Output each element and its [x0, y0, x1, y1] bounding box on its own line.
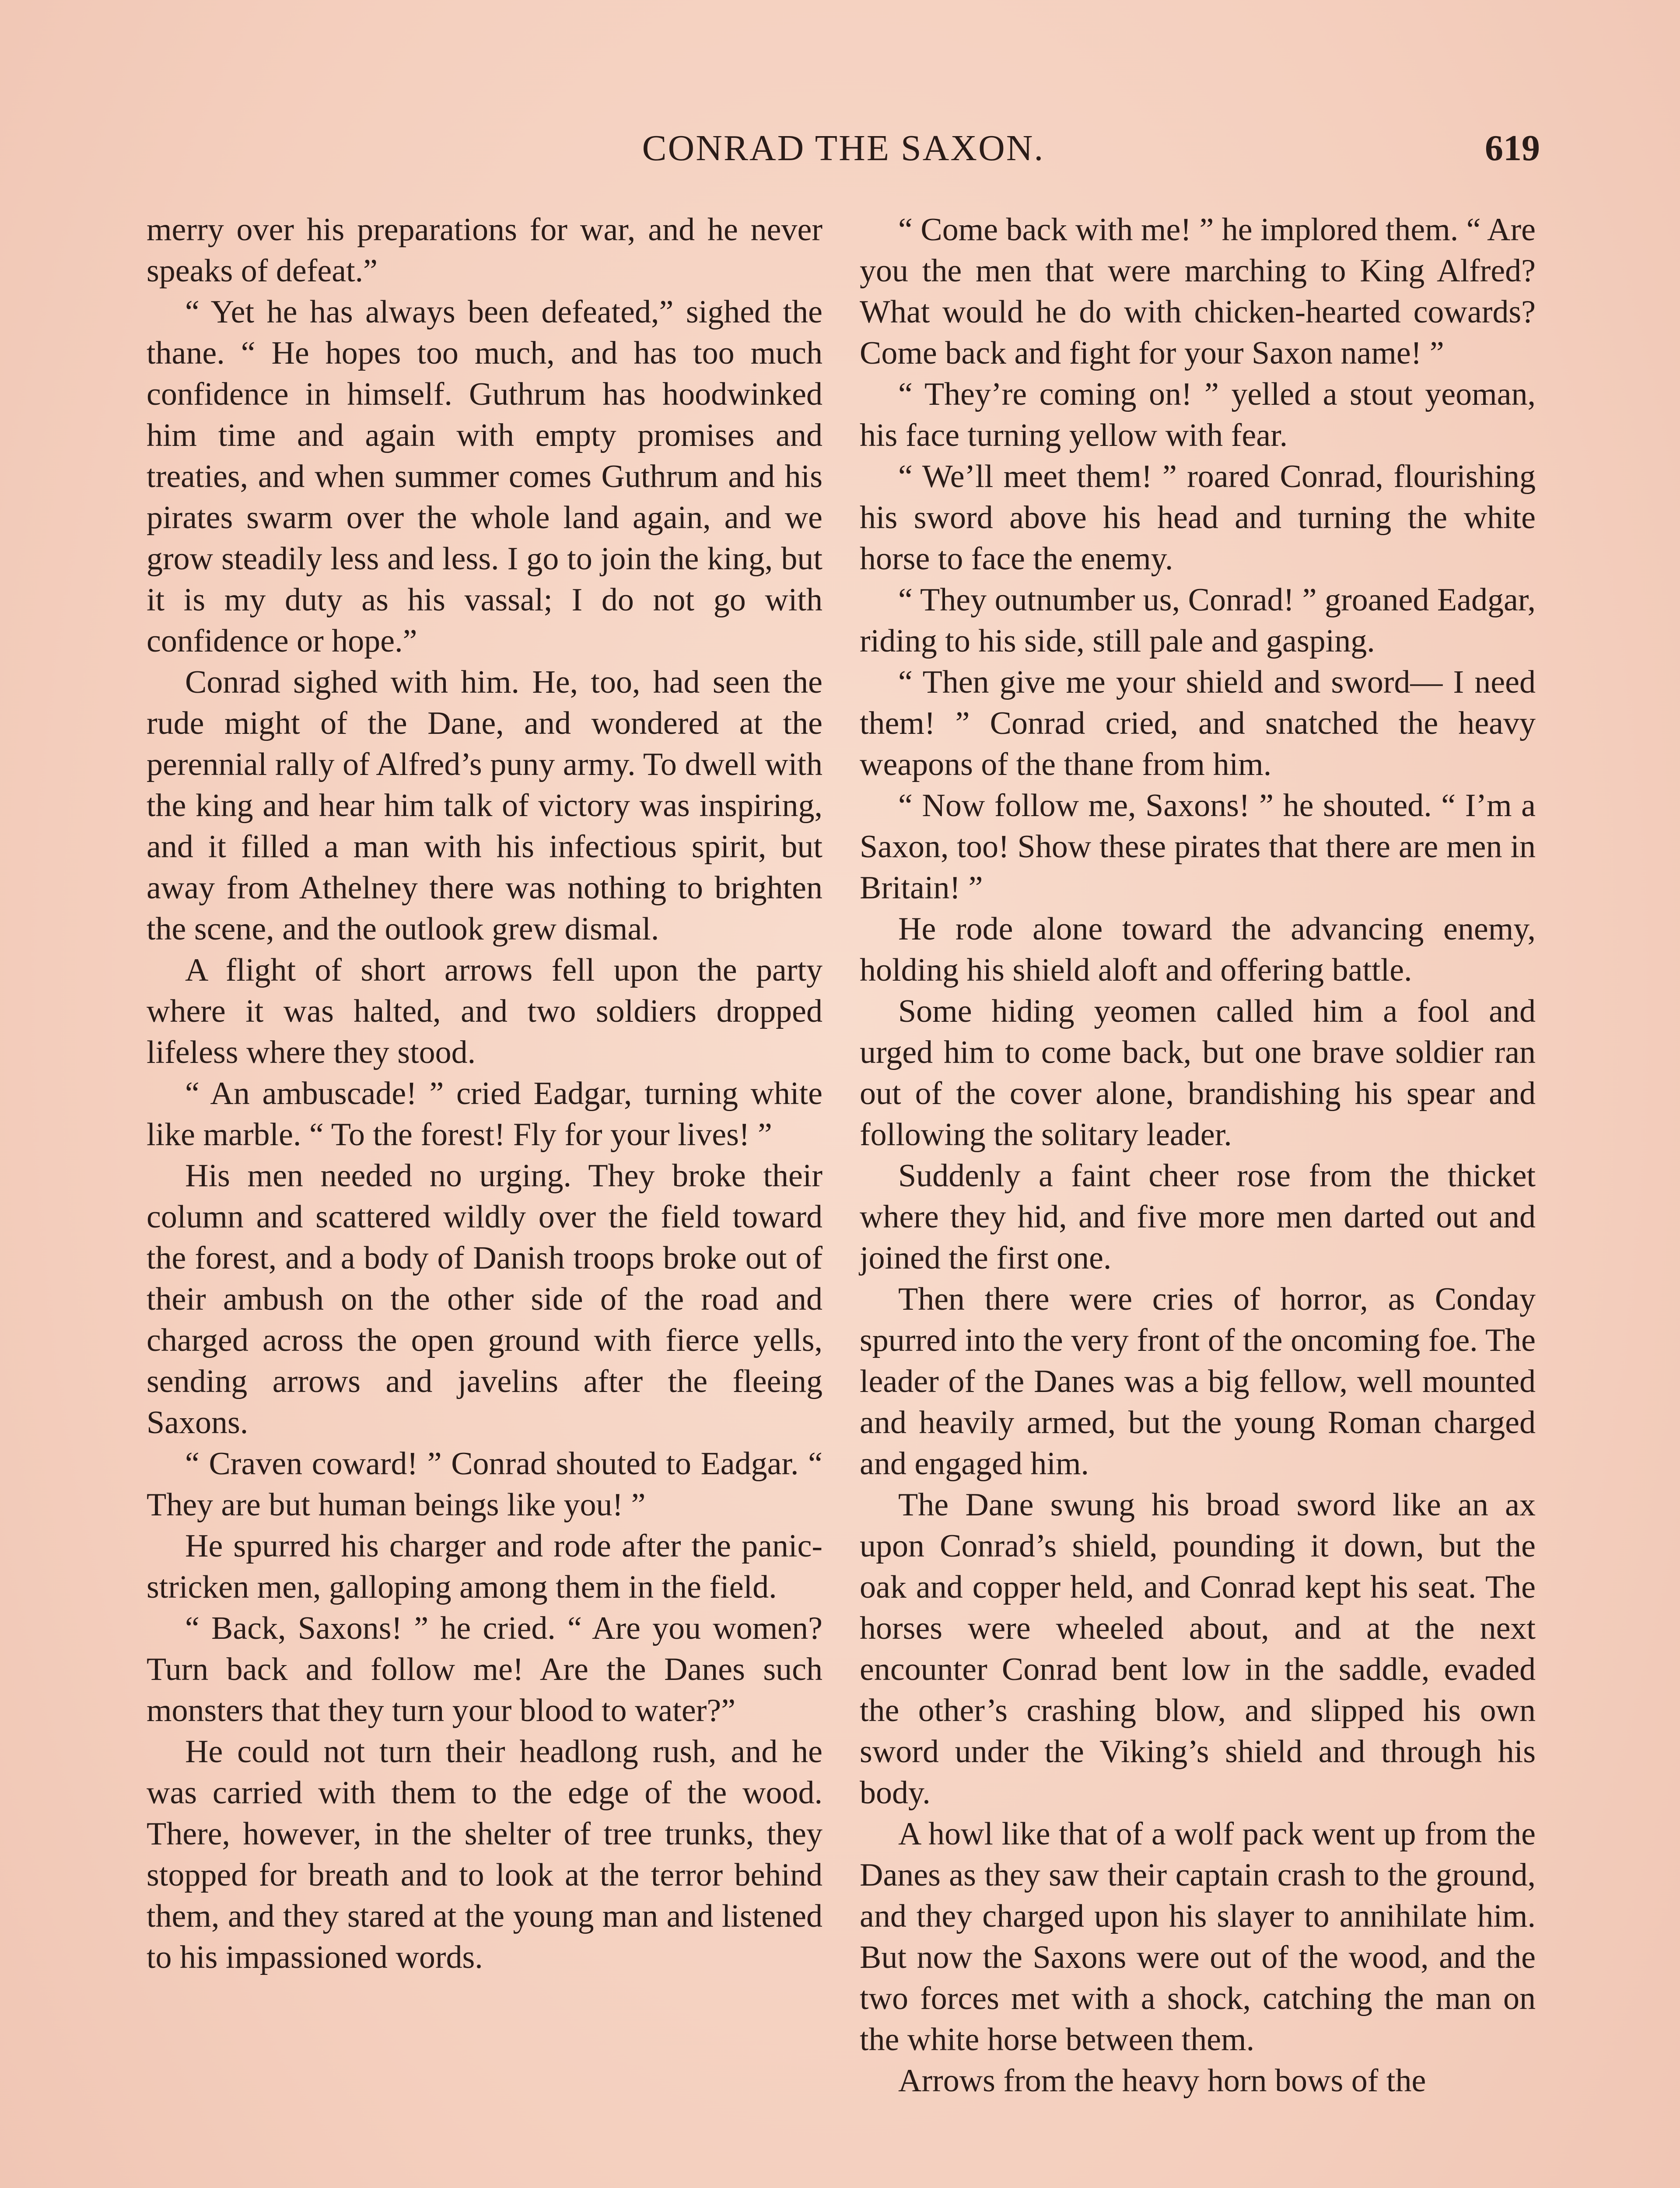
paragraph: “ They outnumber us, Conrad! ” groaned Eadgar, riding to his side, still pale and gasping. [860, 582, 1536, 659]
paragraph: “ Back, Saxons! ” he cried. “ Are you women? Turn back and follow me! Are the Danes such monsters that they turn your blood to water?” [147, 1610, 822, 1729]
paragraph: “ Come back with me! ” he implored them. “ Are you the men that were marching to King Alfred? What would he do with chicken-hearted cowards? Come back and fight for your Saxon name! ” [860, 212, 1536, 371]
paragraph: “ They’re coming on! ” yelled a stout yeoman, his face turning yellow with fear. [860, 376, 1536, 453]
paragraph: He rode alone toward the advancing enemy, holding his shield aloft and offering battle. [860, 911, 1536, 988]
paragraph: The Dane swung his broad sword like an ax upon Conrad’s shield, pounding it down, but the oak and copper held, and Conrad kept his seat. The horses were wheeled about, and at the next encounter Conrad bent low in the saddle, evaded the other’s crashing blow, and slipped his own sword under the Viking’s shield and through his body. [860, 1487, 1536, 1811]
paragraph: Some hiding yeomen called him a fool and urged him to come back, but one brave soldier ran out of the cover alone, brandishing his spear and following the solitary leader. [860, 993, 1536, 1153]
left-column [147, 209, 822, 1978]
right-column [860, 209, 1536, 2101]
page-header [147, 127, 1540, 179]
paragraph: “ An ambuscade! ” cried Eadgar, turning white like marble. “ To the forest! Fly for your lives! ” [147, 1076, 822, 1153]
paragraph: A howl like that of a wolf pack went up from the Danes as they saw their captain crash to the ground, and they charged upon his slayer to annihilate him. But now the Saxons were out of the wood, and the two forces met with a shock, catching the man on the white horse between them. [860, 1816, 1536, 2058]
paragraph: “ Yet he has always been defeated,” sighed the thane. “ He hopes too much, and has too much confidence in himself. Guthrum has hoodwinked him time and again with empty promises and treaties, and when summer comes Guthrum and his pirates swarm over the whole land again, and we grow steadily less and less. I go to join the king, but it is my duty as his vassal; I do not go with confidence or hope.” [147, 294, 822, 659]
paragraph: Conrad sighed with him. He, too, had seen the rude might of the Dane, and wondered at the perennial rally of Alfred’s puny army. To dwell with the king and hear him talk of victory was inspiring, and it filled a man with his infectious spirit, but away from Athelney there was nothing to brighten the scene, and the outlook grew dismal. [147, 664, 822, 947]
paragraph: A flight of short arrows fell upon the party where it was halted, and two soldiers dropped lifeless where they stood. [147, 952, 822, 1070]
running-title: CONRAD THE SAXON. [642, 128, 1045, 168]
paragraph: Arrows from the heavy horn bows of the [898, 2063, 1426, 2099]
paragraph: He spurred his charger and rode after the panic-stricken men, galloping among them in the field. [147, 1528, 822, 1605]
paragraph: “ Craven coward! ” Conrad shouted to Eadgar. “ They are but human beings like you! ” [147, 1446, 822, 1523]
paragraph: “ Then give me your shield and sword— I need them! ” Conrad cried, and snatched the heavy weapons of the thane from him. [860, 664, 1536, 782]
paragraph: Then there were cries of horror, as Conday spurred into the very front of the oncoming foe. The leader of the Danes was a big fellow, well mounted and heavily armed, but the young Roman charged and engaged him. [860, 1281, 1536, 1482]
page-number: 619 [1485, 128, 1540, 168]
paragraph: He could not turn their headlong rush, and he was carried with them to the edge of the wood. There, however, in the shelter of tree trunks, they stopped for breath and to look at the terror behind them, and they stared at the young man and listened to his impassioned words. [147, 1734, 822, 1975]
paragraph: “ We’ll meet them! ” roared Conrad, flourishing his sword above his head and turning the white horse to face the enemy. [860, 459, 1536, 577]
paragraph: “ Now follow me, Saxons! ” he shouted. “ I’m a Saxon, too! Show these pirates that there are men in Britain! ” [860, 788, 1536, 906]
paragraph: Suddenly a faint cheer rose from the thicket where they hid, and five more men darted out and joined the first one. [860, 1158, 1536, 1276]
paragraph: merry over his preparations for war, and he never speaks of defeat.” [147, 212, 822, 289]
paragraph: His men needed no urging. They broke their column and scattered wildly over the field toward the forest, and a body of Danish troops broke out of their ambush on the other side of the road and charged across the open ground with fierce yells, sending arrows and javelins after the fleeing Saxons. [147, 1158, 822, 1441]
